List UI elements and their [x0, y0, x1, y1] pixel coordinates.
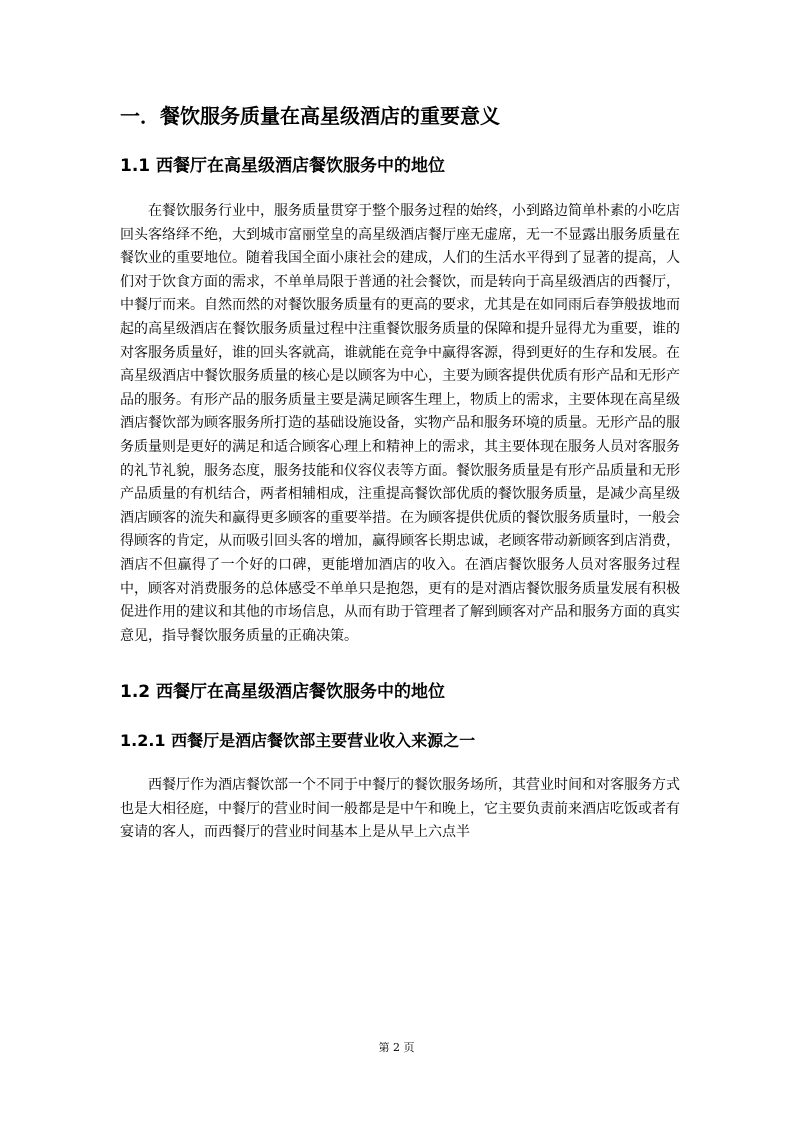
section-heading-1-1: 1.1 西餐厅在高星级酒店餐饮服务中的地位 [120, 156, 446, 176]
paragraph-1-2-1: 西餐厅作为酒店餐饮部一个不同于中餐厅的餐饮服务场所，其营业时间和对客服务方式也是大相径庭，中餐厅的营业时间一般都是是中午和晚上，它主要负责前来酒店吃饭或者有宴请的客人，而西餐厅的营业时间基本上是从早上六点半 [120, 777, 680, 841]
section-heading-1: 一．餐饮服务质量在高星级酒店的重要意义 [120, 104, 500, 128]
page-number: 第 2 页 [378, 1041, 415, 1054]
spacer [120, 648, 680, 676]
section-heading-1-2: 1.2 西餐厅在高星级酒店餐饮服务中的地位 [120, 682, 446, 703]
page-content [120, 96, 680, 845]
section-heading-1-2-1: 1.2.1 西餐厅是酒店餐饮部主要营业收入来源之一 [120, 731, 476, 751]
paragraph-1-1: 在餐饮服务行业中，服务质量贯穿于整个服务过程的始终，小到路边简单朴素的小吃店回头客络绎不绝，大到城市富丽堂皇的高星级酒店餐厅座无虚席，无一不显露出服务质量在餐饮业的重要地位。随着我国全面小康社会的建成，人们的生活水平得到了显著的提高，人们对于饮食方面的需求，不单单局限于普通的社会餐饮，而是转向于高星级酒店的西餐厅，中餐厅而来。自然而然的对餐饮服务质量有的更高的要求，尤其是在如同雨后春笋般拔地而起的高星级酒店在餐饮服务质量过程中注重餐饮服务质量的保障和提升显得尤为重要，谁的对客服务质量好，谁的回头客就高，谁就能在竞争中赢得客源，得到更好的生存和发展。在高星级酒店中餐饮服务质量的核心是以顾客为中心，主要为顾客提供优质有形产品和无形产品的服务。有形产品的服务质量主要是满足顾客生理上，物质上的需求，主要体现在高星级酒店餐饮部为顾客服务所打造的基础设施设备，实物产品和服务环境的质量。无形产品的服务质量则是更好的满足和适合顾客心理上和精神上的需求，其主要体现在服务人员对客服务的礼节礼貌，服务态度，服务技能和仪容仪表等方面。餐饮服务质量是有形产品质量和无形产品质量的有机结合，两者相辅相成，注重提高餐饮部优质的餐饮服务质量，是减少高星级酒店顾客的流失和赢得更多顾客的重要举措。在为顾客提供优质的餐饮服务质量时，一般会得顾客的肯定，从而吸引回头客的增加，赢得顾客长期忠诚，老顾客带动新顾客到店消费，酒店不但赢得了一个好的口碑，更能增加酒店的收入。在酒店餐饮服务人员对客服务过程中，顾客对消费服务的总体感受不单单只是抱怨，更有的是对酒店餐饮服务质量发展有积极促进作用的建议和其他的市场信息，从而有助于管理者了解到顾客对产品和服务方面的真实意见，指导餐饮服务质量的正确决策。 [120, 203, 680, 644]
